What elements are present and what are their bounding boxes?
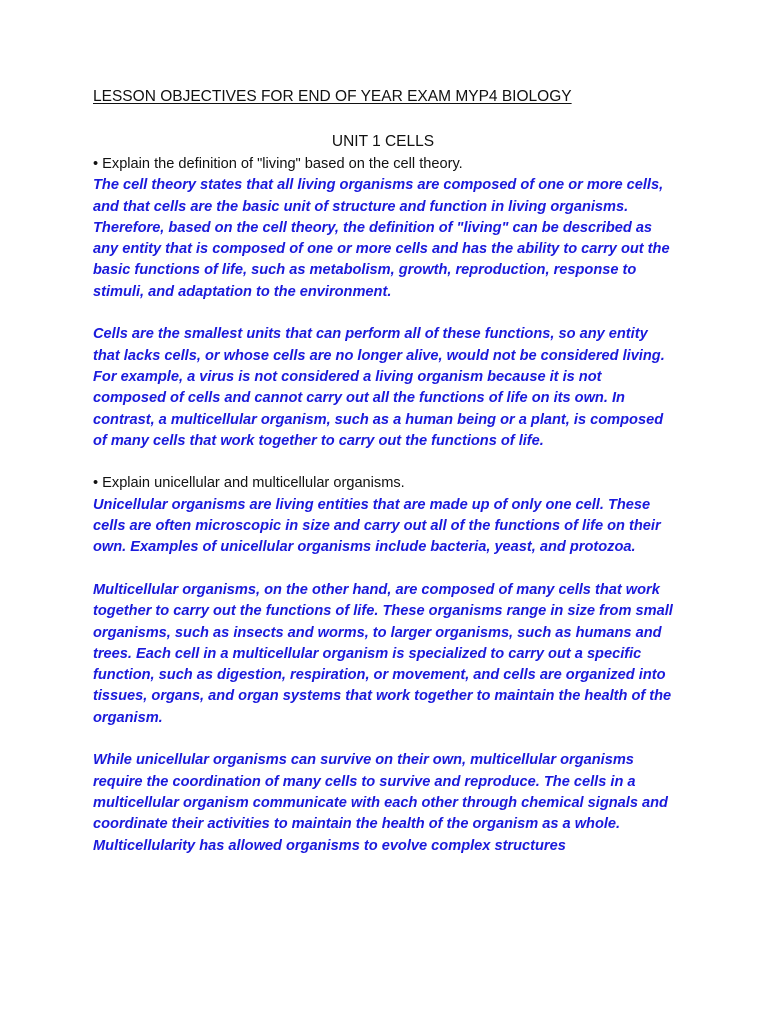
objective-unicellular-multicellular: • Explain unicellular and multicellular organisms. xyxy=(93,475,405,492)
answer-unicellular: Unicellular organisms are living entities that are made up of only one cell. These cells are often microscopic in size and carry out all of the functions of life on their own. Examples of unicellular organisms include bacteria, yeast, and protozoa. xyxy=(93,496,661,556)
unit-heading: UNIT 1 CELLS xyxy=(331,133,435,150)
answer-smallest-units: Cells are the smallest units that can perform all of these functions, so any entity that lacks cells, or whose cells are no longer alive, would not be considered living. For example, a virus is not considered a living organism because it is not composed of cells and cannot carry out all the functions of life on its own. In contrast, a multicellular organism, such as a human being or a plant, is composed of many cells that work together to carry out the functions of life. xyxy=(93,326,665,449)
document-title: LESSON OBJECTIVES FOR END OF YEAR EXAM MYP4 BIOLOGY xyxy=(93,88,572,105)
answer-comparison: While unicellular organisms can survive on their own, multicellular organisms require the coordination of many cells to survive and reproduce. The cells in a multicellular organism communicate with each other through chemical signals and coordinate their activities to maintain the health of the organism as a whole. Multicellularity has allowed organisms to evolve complex structures xyxy=(93,752,668,854)
document-content xyxy=(93,86,673,857)
answer-multicellular: Multicellular organisms, on the other hand, are composed of many cells that work together to carry out the functions of life. These organisms range in size from small organisms, such as insects and worms, to larger organisms, such as humans and trees. Each cell in a multicellular organism is specialized to carry out a specific function, such as digestion, respiration, or movement, and cells are organized into tissues, organs, and organ systems that work together to maintain the health of the organism. xyxy=(93,581,673,726)
answer-cell-theory: The cell theory states that all living organisms are composed of one or more cells, and that cells are the basic unit of structure and function in living organisms. Therefore, based on the cell theory, the definition of "living" can be described as any entity that is composed of one or more cells and has the ability to carry out the basic functions of life, such as metabolism, growth, reproduction, response to stimuli, and adaptation to the environment. xyxy=(93,177,670,300)
objective-living-definition: • Explain the definition of "living" based on the cell theory. xyxy=(93,156,463,172)
